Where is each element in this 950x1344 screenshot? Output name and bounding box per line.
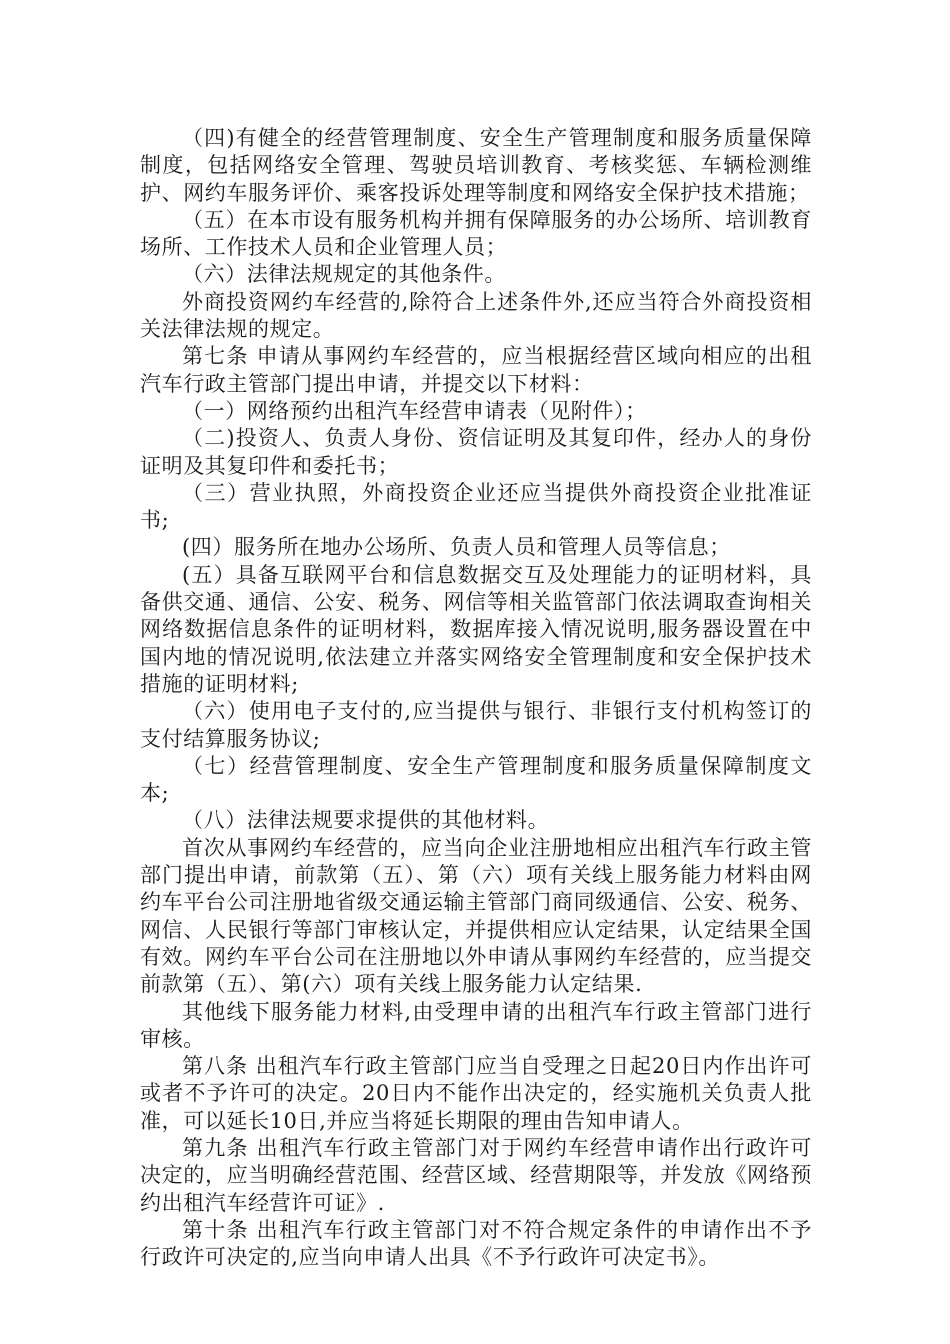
paragraph-offline-materials: 其他线下服务能力材料,由受理申请的出租汽车行政主管部门进行审核。 <box>140 999 812 1051</box>
paragraph-item-4-management-systems: （四)有健全的经营管理制度、安全生产管理制度和服务质量保障制度，包括网络安全管理、驾驶员培训教育、考核奖惩、车辆检测维护、网约车服务评价、乘客投诉处理等制度和网络安全保护技术措施； <box>140 126 812 205</box>
paragraph-material-8: （八）法律法规要求提供的其他材料。 <box>182 808 550 833</box>
paragraph-item-5-service-agency: （五）在本市设有服务机构并拥有保障服务的办公场所、培训教育场所、工作技术人员和企业管理人员； <box>140 207 812 260</box>
paragraph-material-7: （七）经营管理制度、安全生产管理制度和服务质量保障制度文本; <box>140 753 812 806</box>
paragraph-article-8: 第八条 出租汽车行政主管部门应当自受理之日起20日内作出许可或者不予许可的决定。20日内不能作出决定的，经实施机关负责人批准，可以延长10日,并应当将延长期限的理由告知申请人。 <box>140 1054 812 1133</box>
document-body <box>140 125 812 1271</box>
paragraph-article-10: 第十条 出租汽车行政主管部门对不符合规定条件的申请作出不予行政许可决定的,应当向申请人出具《不予行政许可决定书》。 <box>140 1217 812 1270</box>
paragraph-first-application: 首次从事网约车经营的，应当向企业注册地相应出租汽车行政主管部门提出申请，前款第（五）、第（六）项有关线上服务能力材料由网约车平台公司注册地省级交通运输主管部门商同级通信、公安、税务、网信、人民银行等部门审核认定，并提供相应认定结果，认定结果全国有效。网约车平台公司在注册地以外申请从事网约车经营的，应当提交前款第（五）、第(六）项有关线上服务能力认定结果. <box>140 835 812 997</box>
paragraph-material-5: (五）具备互联网平台和信息数据交互及处理能力的证明材料，具备供交通、通信、公安、税务、网信等相关监管部门依法调取查询相关网络数据信息条件的证明材料，数据库接入情况说明,服务器设置在中国内地的情况说明,依法建立并落实网络安全管理制度和安全保护技术措施的证明材料; <box>140 562 812 696</box>
paragraph-material-6: （六）使用电子支付的,应当提供与银行、非银行支付机构签订的支付结算服务协议; <box>140 699 812 751</box>
paragraph-material-4: (四）服务所在地办公场所、负责人员和管理人员等信息； <box>182 535 731 560</box>
paragraph-article-9: 第九条 出租汽车行政主管部门对于网约车经营申请作出行政许可决定的，应当明确经营范围、经营区域、经营期限等，并发放《网络预约出租汽车经营许可证》. <box>140 1135 812 1215</box>
paragraph-material-2: （二)投资人、负责人身份、资信证明及其复印件，经办人的身份证明及其复印件和委托书； <box>140 426 812 478</box>
paragraph-material-1: （一）网络预约出租汽车经营申请表（见附件）； <box>182 398 647 423</box>
paragraph-item-6-other-conditions: （六）法律法规规定的其他条件。 <box>182 262 506 287</box>
paragraph-material-3: （三）营业执照，外商投资企业还应当提供外商投资企业批准证书; <box>140 480 812 533</box>
paragraph-article-7: 第七条 申请从事网约车经营的，应当根据经营区域向相应的出租汽车行政主管部门提出申请，并提交以下材料： <box>140 344 812 396</box>
paragraph-foreign-investment: 外商投资网约车经营的,除符合上述条件外,还应当符合外商投资相关法律法规的规定。 <box>140 289 812 342</box>
